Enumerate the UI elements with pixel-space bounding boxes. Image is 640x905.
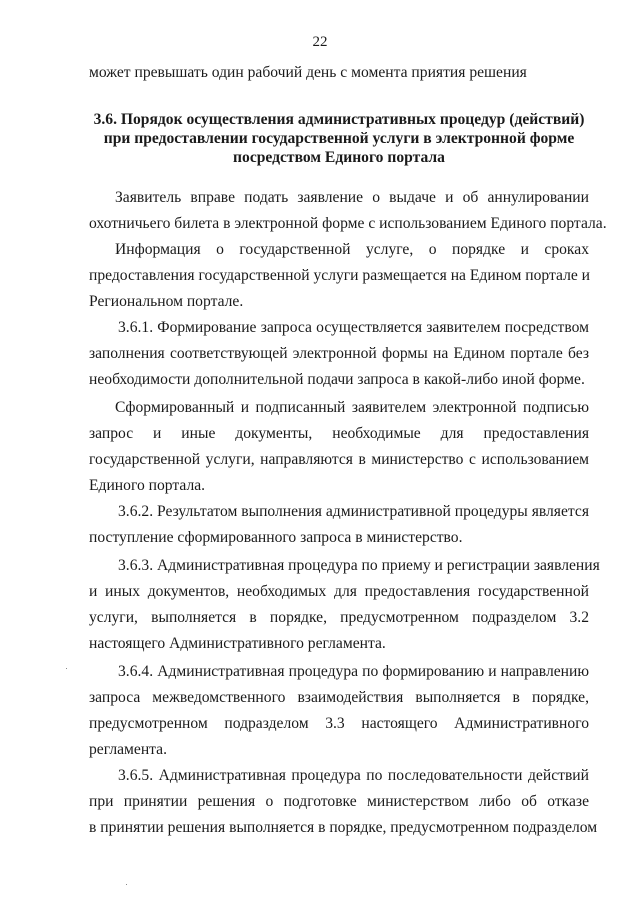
text-line: в принятии решения выполняется в порядке, предусмотренном подразделом [89, 819, 598, 836]
text-line: Единого портала. [89, 477, 206, 494]
text-line: государственной услуги, направляются в министерство с использованием [89, 451, 589, 468]
text-line: заполнения соответствующей электронной формы на Едином портале без [89, 345, 589, 362]
text-line: предоставления государственной услуги размещается на Едином портале и [89, 267, 591, 284]
text-line: запроса межведомственного взаимодействия выполняется в порядке, [89, 689, 589, 706]
text-line: при принятии решения о подготовке министерством либо об отказе [89, 793, 589, 810]
text-line: может превышать один рабочий день с момента приятия решения [89, 64, 527, 81]
text-line: Сформированный и подписанный заявителем электронной подписью [115, 399, 589, 416]
text-line: 3.6.4. Административная процедура по формированию и направлению [118, 663, 589, 680]
text-line: регламента. [89, 741, 167, 758]
section-heading-line-2: при предоставлении государственной услуги в электронной форме [103, 130, 575, 147]
scan-speck [126, 884, 127, 885]
text-line: охотничьего билета в электронной форме с использованием Единого портала. [89, 215, 607, 232]
text-line: 3.6.1. Формирование запроса осуществляется заявителем посредством [118, 319, 589, 336]
text-line: настоящего Административного регламента. [89, 635, 386, 652]
text-line: Региональном портале. [89, 293, 244, 310]
text-line: необходимости дополнительной подачи запроса в какой-либо иной форме. [89, 371, 585, 388]
section-heading-line-3: посредством Единого портала [233, 149, 445, 166]
text-line: Информация о государственной услуге, о порядке и сроках [115, 241, 589, 258]
text-line: 3.6.5. Административная процедура по последовательности действий [118, 767, 589, 784]
text-line: 3.6.3. Административная процедура по приему и регистрации заявления [118, 557, 600, 574]
text-line: предусмотренном подразделом 3.3 настоящего Административного [89, 715, 589, 732]
section-heading-line-1: 3.6. Порядок осуществления административных процедур (действий) [93, 111, 585, 128]
scan-speck [66, 668, 67, 669]
text-line: и иных документов, необходимых для предоставления государственной [89, 583, 589, 600]
text-line: Заявитель вправе подать заявление о выдаче и об аннулировании [115, 189, 589, 206]
text-line: запрос и иные документы, необходимые для предоставления [89, 425, 589, 442]
text-line: 3.6.2. Результатом выполнения административной процедуры является [118, 503, 589, 520]
page-number: 22 [312, 34, 328, 50]
text-line: услуги, выполняется в порядке, предусмотренном подразделом 3.2 [89, 609, 589, 626]
text-line: поступление сформированного запроса в министерство. [89, 529, 463, 546]
